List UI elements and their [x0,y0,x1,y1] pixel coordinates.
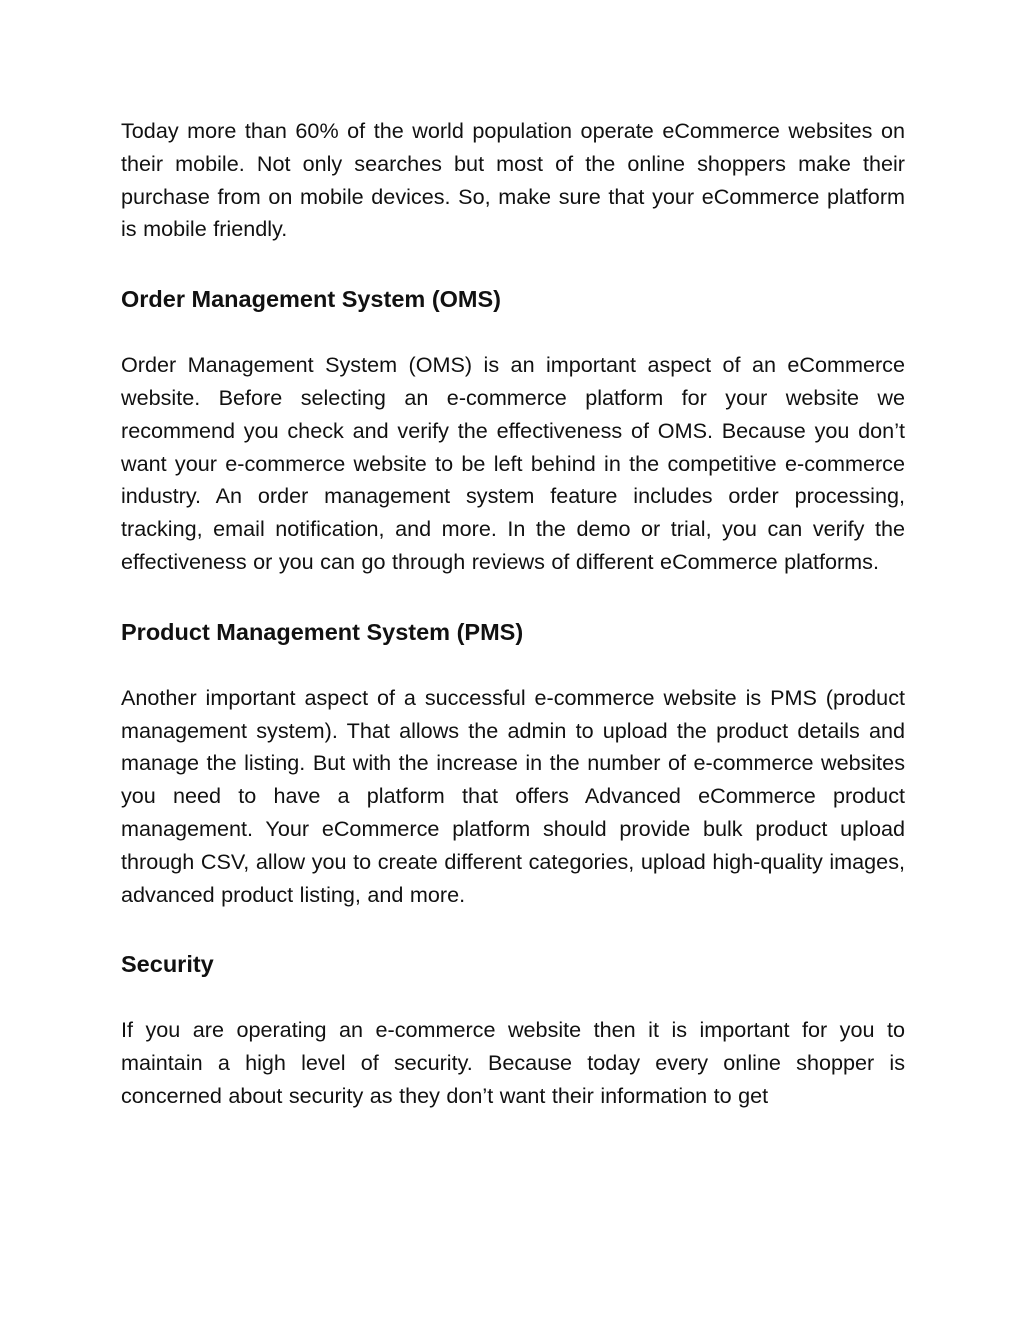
section-paragraph-oms: Order Management System (OMS) is an important aspect of an eCommerce website. Before selecting an e-commerce platform for your website we recommend you check and verify the effectiveness of OMS. Because you don’t want your e-commerce website to be left behind in the competitive e-commerce industry. An order management system feature includes order processing, tracking, email notification, and more. In the demo or trial, you can verify the effectiveness or you can go through reviews of different eCommerce platforms. [121,352,905,574]
section-heading-oms: Order Management System (OMS) [121,286,502,313]
section-heading-pms: Product Management System (PMS) [121,618,524,645]
section-paragraph-pms: Another important aspect of a successful e-commerce website is PMS (product management system). That allows the admin to upload the product details and manage the listing. But with the increase in the number of e-commerce websites you need to have a platform that offers Advanced eCommerce product management. Your eCommerce platform should provide bulk product upload through CSV, allow you to create different categories, upload high-quality images, advanced product listing, and more. [121,684,905,907]
intro-paragraph: Today more than 60% of the world population operate eCommerce websites on their mobile. Not only searches but most of the online shoppers make their purchase from on mobile devices. So, make sure that your eCommerce platform is mobile friendly. [121,118,905,242]
section-heading-security: Security [121,951,214,978]
section-paragraph-security: If you are operating an e-commerce website then it is important for you to maintain a high level of security. Because today every online shopper is concerned about security as they don’t want their information to get [121,1017,905,1108]
document-page [121,115,905,1113]
